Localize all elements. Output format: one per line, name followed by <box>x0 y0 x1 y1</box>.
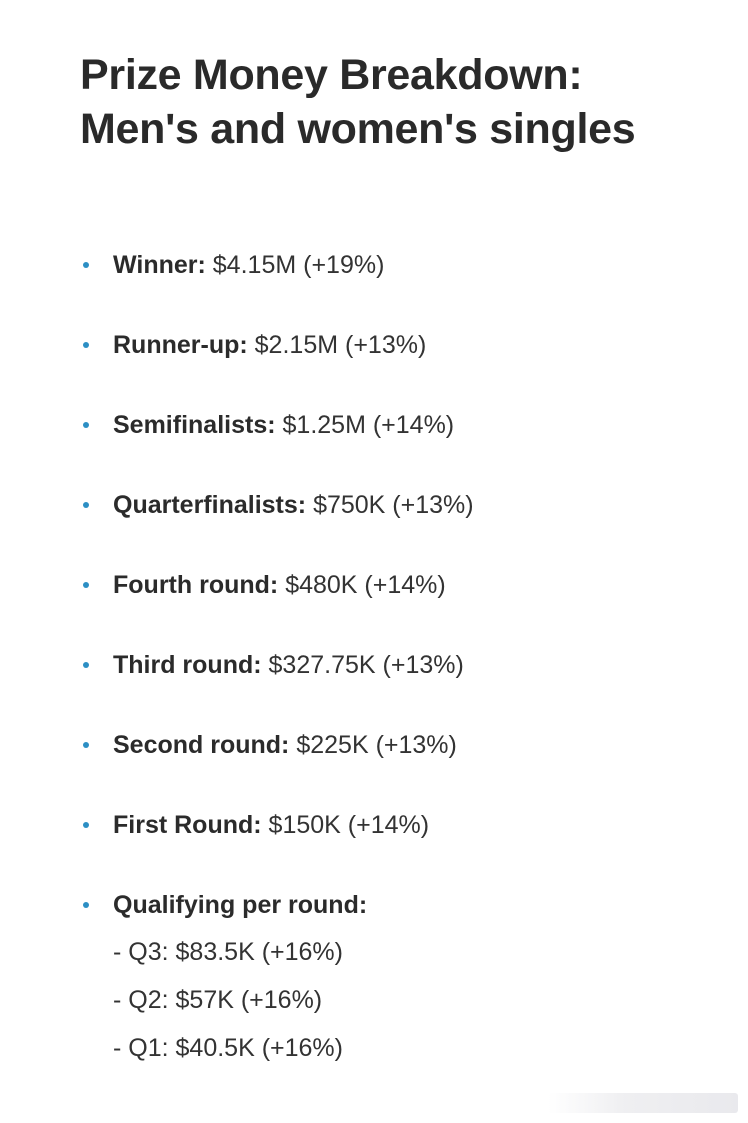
list-item-winner <box>80 245 720 285</box>
item-value: $750K (+13%) <box>313 491 474 519</box>
item-value: $1.25M (+14%) <box>282 411 455 439</box>
list-item-qualifying <box>80 885 720 925</box>
watermark-smudge <box>548 1093 738 1113</box>
item-content <box>113 405 454 445</box>
item-value: $327.75K (+13%) <box>268 651 464 679</box>
item-content <box>113 245 384 285</box>
item-label: Winner: <box>113 251 206 279</box>
item-value: $4.15M (+19%) <box>212 251 385 279</box>
item-label: Runner-up: <box>113 331 248 359</box>
item-value: $225K (+13%) <box>296 731 457 759</box>
bullet-icon <box>83 502 89 508</box>
item-content <box>113 565 446 605</box>
qualifying-q2: - Q2: $57K (+16%) <box>113 986 323 1014</box>
page-title <box>80 48 720 156</box>
item-label: Fourth round: <box>113 571 279 599</box>
item-content <box>113 885 367 925</box>
item-content <box>113 325 426 365</box>
bullet-icon <box>83 822 89 828</box>
item-content <box>113 485 474 525</box>
bullet-icon <box>83 662 89 668</box>
bullet-icon <box>83 902 89 908</box>
bullet-icon <box>83 422 89 428</box>
item-value: $480K (+14%) <box>285 571 446 599</box>
list-item-second-round <box>80 725 720 765</box>
qualifying-q3: - Q3: $83.5K (+16%) <box>113 938 343 966</box>
item-content <box>113 645 464 685</box>
item-label: Qualifying per round: <box>113 891 368 919</box>
list-item-runner-up <box>80 325 720 365</box>
title-line-2: Men's and women's singles <box>80 105 636 153</box>
item-label: First Round: <box>113 811 262 839</box>
bullet-icon <box>83 262 89 268</box>
item-value: $2.15M (+13%) <box>254 331 427 359</box>
list-item-quarterfinalists <box>80 485 720 525</box>
item-label: Second round: <box>113 731 290 759</box>
item-label: Semifinalists: <box>113 411 276 439</box>
item-content <box>113 725 457 765</box>
bullet-icon <box>83 582 89 588</box>
list-item-third-round <box>80 645 720 685</box>
item-value: $150K (+14%) <box>268 811 430 839</box>
item-content <box>113 805 429 845</box>
list-item-fourth-round <box>80 565 720 605</box>
qualifying-q1: - Q1: $40.5K (+16%) <box>113 1034 343 1062</box>
item-label: Third round: <box>113 651 262 679</box>
title-line-1: Prize Money Breakdown: <box>80 51 583 99</box>
bullet-icon <box>83 342 89 348</box>
item-label: Quarterfinalists: <box>113 491 307 519</box>
list-item-first-round <box>80 805 720 845</box>
list-item-semifinalists <box>80 405 720 445</box>
bullet-icon <box>83 742 89 748</box>
